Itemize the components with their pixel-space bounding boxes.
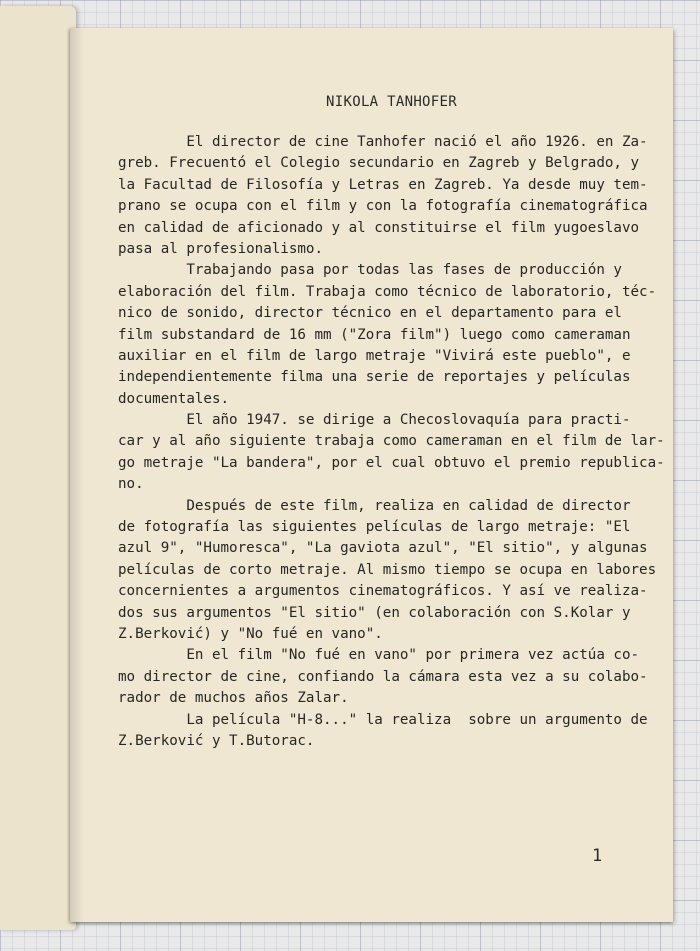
text-line: El año 1947. se dirige a Checoslovaquía para practi-: [118, 412, 631, 429]
text-line: de fotografía las siguientes películas de largo metraje: "El: [118, 519, 631, 536]
text-line: Después de este film, realiza en calidad de director: [118, 497, 631, 514]
text-line: auxiliar en el film de largo metraje "Vivirá este pueblo", e: [118, 347, 631, 364]
text-line: pasa al profesionalismo.: [118, 240, 323, 257]
text-line: documentales.: [118, 390, 230, 407]
text-line: independientemente filma una serie de reportajes y películas: [118, 369, 631, 386]
text-line: azul 9", "Humoresca", "La gaviota azul", "El sitio", y algunas: [118, 540, 648, 557]
text-line: La película "H-8..." la realiza sobre un argumento de: [118, 711, 648, 728]
text-line: El director de cine Tanhofer nació el año 1926. en Za-: [118, 134, 648, 150]
text-line: en calidad de aficionado y al constituirse el film yugoeslavo: [118, 219, 640, 236]
text-line: Z.Berković y T.Butorac.: [118, 732, 315, 749]
text-line: Z.Berković) y "No fué en vano".: [118, 625, 383, 642]
text-line: no.: [118, 476, 144, 493]
back-sheet: [0, 6, 76, 930]
text-line: greb. Frecuentó el Colegio secundario en Zagreb y Belgrado, y: [118, 155, 640, 172]
text-line: Trabajando pasa por todas las fases de producción y: [118, 262, 622, 279]
text-line: dos sus argumentos "El sitio" (en colaboración con S.Kolar y: [118, 604, 631, 621]
text-line: go metraje "La bandera", por el cual obtuvo el premio republica-: [118, 454, 665, 471]
text-line: elaboración del film. Trabaja como técnico de laboratorio, téc-: [118, 283, 657, 300]
page-number: 1: [592, 846, 603, 866]
page-shadow: [70, 28, 84, 922]
text-line: concernientes a argumentos cinematográficos. Y así ve realiza-: [118, 583, 648, 600]
text-line: mo director de cine, confiando la cámara esta vez a su colabo-: [118, 668, 648, 685]
text-line: En el film "No fué en vano" por primera vez actúa co-: [118, 647, 640, 664]
text-line: rador de muchos años Zalar.: [118, 690, 349, 707]
document-page: [70, 28, 673, 922]
document-body: [118, 132, 666, 752]
text-line: film substandard de 16 mm ("Zora film") luego como cameraman: [118, 326, 631, 343]
text-line: car y al año siguiente trabaja como cameraman en el film de lar-: [118, 433, 665, 450]
text-line: la Facultad de Filosofía y Letras en Zagreb. Ya desde muy tem-: [118, 176, 648, 193]
document-title: NIKOLA TANHOFER: [326, 94, 457, 110]
text-line: películas de corto metraje. Al mismo tiempo se ocupa en labores: [118, 561, 657, 578]
text-line: prano se ocupa con el film y con la fotografía cinematográfica: [118, 198, 648, 215]
text-line: nico de sonido, director técnico en el departamento para el: [118, 305, 622, 322]
